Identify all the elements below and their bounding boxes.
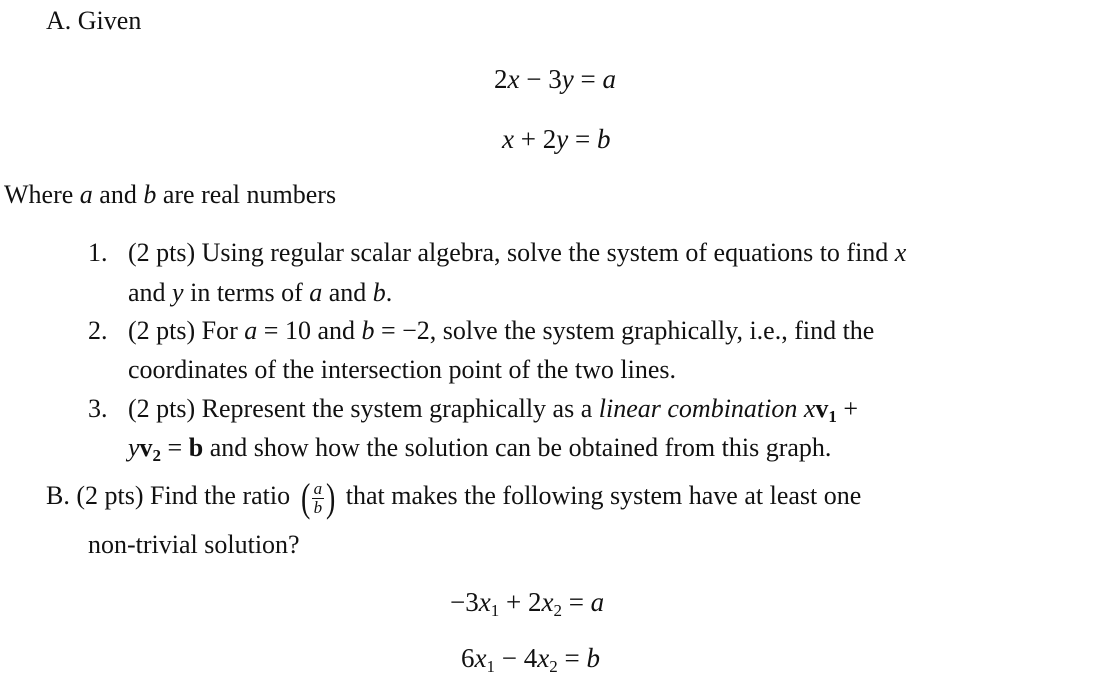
subscript: 2 [152, 446, 162, 465]
where-line [4, 180, 336, 210]
question-2-line-2: coordinates of the intersection point of the two lines. [128, 355, 677, 384]
subscript: 1 [828, 407, 837, 426]
equals: = [568, 124, 597, 154]
paren-right: ) [325, 475, 336, 521]
coef: −3 [450, 587, 479, 617]
vector-v: v [139, 433, 153, 462]
var-a: a [309, 278, 323, 307]
op: + 2 [499, 587, 542, 617]
text: and [92, 180, 144, 209]
equation-b1 [450, 587, 605, 620]
question-1-line-2 [128, 278, 392, 308]
text: . [385, 278, 393, 307]
text: Where [4, 180, 80, 209]
text: B. (2 pts) Find the ratio [46, 481, 297, 510]
op: + 2 [513, 124, 557, 154]
text: and show how the solution can be obtained from this graph. [203, 433, 832, 462]
question-2 [88, 316, 874, 346]
part-b-line-2: non-trivial solution? [88, 530, 300, 559]
subscript: 1 [490, 601, 500, 620]
op: + [836, 394, 859, 423]
coef: 2 [494, 64, 508, 94]
equation-a1 [494, 64, 616, 94]
equals: = [573, 64, 603, 94]
fraction [312, 478, 324, 517]
var-x: x [478, 587, 491, 617]
text: (2 pts) Represent the system graphically as a [128, 394, 599, 423]
numerator: a [313, 478, 323, 498]
equation-b2 [461, 643, 600, 676]
subscript: 1 [486, 657, 495, 676]
equals: = [561, 587, 591, 617]
text: are real numbers [156, 180, 337, 209]
var-y: y [556, 124, 569, 154]
var-x: x [537, 643, 550, 673]
question-number: 3. [88, 394, 108, 423]
text: = 10 and [257, 316, 362, 345]
text: and [128, 278, 173, 307]
text: that makes the following system have at least one [339, 481, 862, 510]
var-a: a [244, 316, 258, 345]
var-x: x [502, 124, 514, 154]
ratio-fraction [299, 475, 338, 521]
part-b-line-1 [46, 475, 862, 521]
var-y: y [128, 433, 140, 462]
op: − 3 [519, 64, 562, 94]
vector-b: b [188, 433, 204, 462]
equals: = [161, 433, 189, 462]
question-3-line-2 [128, 433, 831, 463]
var-x: x [474, 643, 487, 673]
var-b: b [372, 278, 386, 307]
var-b: b [143, 180, 157, 209]
var-x: x [894, 238, 907, 267]
vector-v: v [815, 394, 829, 423]
subscript: 2 [549, 657, 558, 676]
rhs: a [590, 587, 605, 617]
var-x: x [541, 587, 554, 617]
question-3 [88, 394, 858, 424]
coef: 6 [461, 643, 475, 673]
var-y: y [561, 64, 574, 94]
paren-left: ( [300, 475, 310, 521]
var-b: b [361, 316, 375, 345]
text: (2 pts) Using regular scalar algebra, solve the system of equations to find [128, 238, 895, 267]
part-a-heading: A. Given [46, 6, 142, 35]
var-y: y [172, 278, 184, 307]
text: in terms of [183, 278, 310, 307]
var-a: a [79, 180, 93, 209]
text: (2 pts) For [128, 316, 245, 345]
op: − 4 [494, 643, 538, 673]
question-number: 1. [88, 238, 108, 267]
rhs: b [596, 124, 611, 154]
rhs: a [602, 64, 616, 94]
question-1 [88, 238, 906, 268]
denominator: b [313, 497, 323, 517]
equals: = [557, 643, 587, 673]
text: and [322, 278, 373, 307]
emphasis: linear combination [598, 394, 804, 423]
text: = −2, solve the system graphically, i.e., find the [374, 316, 875, 345]
equation-a2 [502, 124, 610, 154]
question-number: 2. [88, 316, 108, 345]
subscript: 2 [553, 601, 562, 620]
rhs: b [586, 643, 600, 673]
var-x: x [507, 64, 520, 94]
var-x: x [803, 394, 816, 423]
